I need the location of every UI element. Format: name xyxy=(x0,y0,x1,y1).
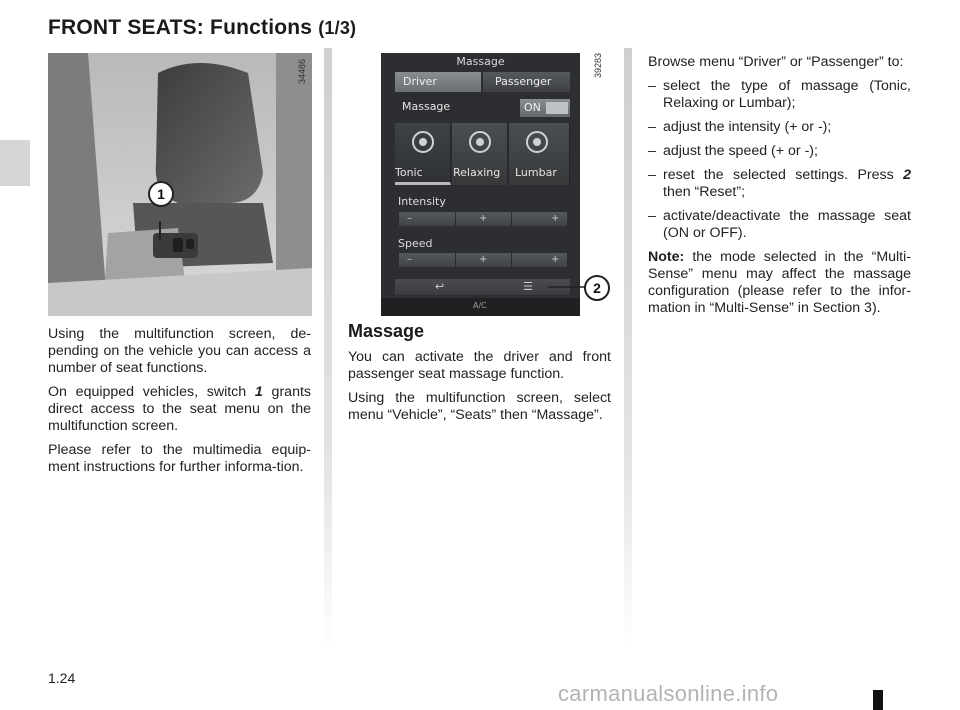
massage-intro: You can activate the driver and front passenger seat massage function. xyxy=(348,349,611,382)
speed-minus-icon[interactable]: – xyxy=(407,254,412,265)
corner-mark xyxy=(873,690,883,710)
reset-menu-icon[interactable]: ☰ xyxy=(523,280,533,293)
page-title-suffix: (1/3) xyxy=(318,18,357,38)
ac-label: A/C xyxy=(473,301,487,310)
speed-label: Speed xyxy=(398,237,433,250)
multimedia-screen xyxy=(381,53,580,316)
intro-paragraph: Using the multifunction screen, de-pending on the vehicle you can access a number of seat functions. xyxy=(48,326,311,376)
step-reset xyxy=(648,167,911,201)
seat-tabs xyxy=(395,72,570,92)
massage-toggle-state: ON xyxy=(524,101,541,114)
page-title xyxy=(48,16,356,40)
reset-text-after: then “Reset”; xyxy=(663,184,746,200)
mode-tonic-label: Tonic xyxy=(395,166,423,179)
tonic-icon xyxy=(412,131,434,153)
callout-2: 2 xyxy=(584,275,610,301)
section-tab xyxy=(0,140,30,186)
column-divider-left xyxy=(324,48,332,648)
step-speed: – adjust the speed (+ or -); xyxy=(648,143,911,160)
step-activate: – activate/deactivate the massage seat (ON or OFF). xyxy=(648,208,911,242)
screen-figure-code: 39283 xyxy=(593,53,603,79)
intensity-label: Intensity xyxy=(398,195,446,208)
back-icon[interactable]: ↩ xyxy=(435,280,445,293)
note-label: Note: xyxy=(648,249,685,265)
section-heading: Massage xyxy=(348,321,425,341)
mode-lumbar-label: Lumbar xyxy=(515,166,557,179)
reset-text-before: reset the selected settings. Press xyxy=(663,167,904,183)
right-column-text xyxy=(648,54,911,324)
figure-code: 34486 xyxy=(297,59,307,85)
seat-illustration xyxy=(48,53,312,316)
intensity-slider[interactable] xyxy=(399,212,567,226)
speed-slider[interactable] xyxy=(399,253,567,267)
page-title-text: FRONT SEATS: Functions xyxy=(48,16,313,39)
intensity-mid-icon: + xyxy=(479,213,488,224)
watermark: carmanualsonline.info xyxy=(558,681,779,706)
mode-relaxing-label: Relaxing xyxy=(453,166,501,179)
tab-passenger[interactable]: Passenger xyxy=(483,72,570,92)
massage-steps xyxy=(648,78,911,242)
left-column-text xyxy=(48,326,311,483)
screen-footer xyxy=(381,298,580,316)
reset-ref: 2 xyxy=(903,167,911,183)
switch-paragraph xyxy=(48,384,311,435)
page-number: 1.24 xyxy=(48,670,76,686)
speed-plus-icon[interactable]: + xyxy=(551,254,560,265)
note-text: the mode selected in the “Multi-Sense” menu may affect the massage configuration (please refer to the infor-mation in “Multi-Sense” in Section 3). xyxy=(648,249,911,316)
switch-text-before: On equipped vehicles, switch xyxy=(48,384,255,400)
screen-header: Massage xyxy=(456,55,505,68)
switch-ref: 1 xyxy=(254,384,263,400)
note-paragraph xyxy=(648,249,911,317)
callout-1: 1 xyxy=(148,181,174,207)
massage-row xyxy=(395,97,570,119)
seat-photo xyxy=(48,53,312,316)
intensity-plus-icon[interactable]: + xyxy=(551,213,560,224)
intensity-minus-icon[interactable]: – xyxy=(407,213,412,224)
browse-intro: Browse menu “Driver” or “Passenger” to: xyxy=(648,54,904,70)
refer-paragraph: Please refer to the multimedia equip-ment instructions for further informa-tion. xyxy=(48,442,311,475)
middle-column-text xyxy=(348,349,611,431)
relaxing-icon xyxy=(469,131,491,153)
lumbar-icon xyxy=(526,131,548,153)
massage-toggle[interactable] xyxy=(520,99,570,117)
step-intensity: – adjust the intensity (+ or -); xyxy=(648,119,911,136)
callout-2-leader xyxy=(548,282,588,292)
screen-action-bar xyxy=(395,279,570,295)
massage-menu-path: Using the multifunction screen, select menu “Vehicle”, “Seats” then “Massage”. xyxy=(348,390,611,423)
column-divider-right xyxy=(624,48,632,648)
massage-row-label: Massage xyxy=(402,100,451,113)
step-select-type: – select the type of massage (Tonic, Relaxing or Lumbar); xyxy=(648,78,911,112)
toggle-knob xyxy=(546,102,568,114)
speed-mid-icon: + xyxy=(479,254,488,265)
switch-text-after: grants direct access to the seat menu on the multifunction screen. xyxy=(48,384,311,434)
tab-driver[interactable]: Driver xyxy=(395,72,481,92)
